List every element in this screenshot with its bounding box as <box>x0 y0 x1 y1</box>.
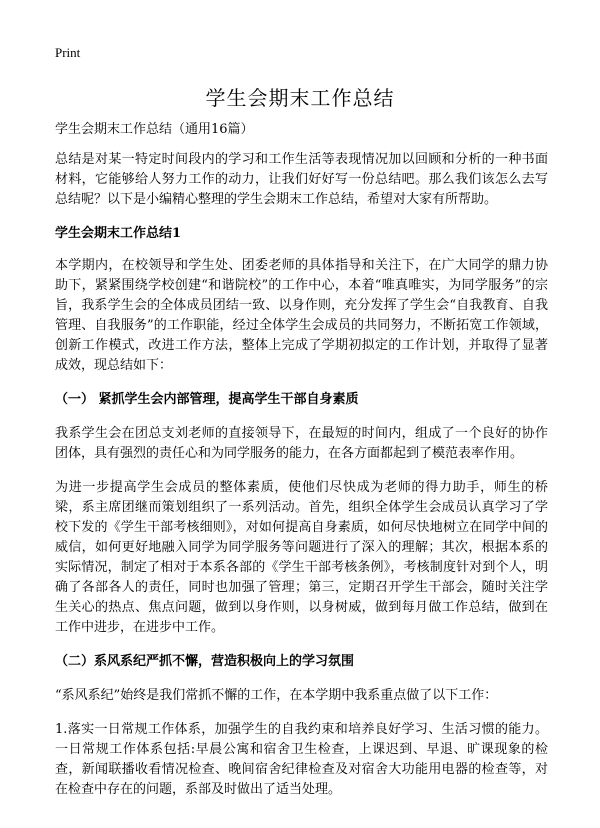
subsection2-paragraph-2: 1.落实一日常规工作体系，加强学生的自我约束和培养良好学习、生活习惯的能力。一日常规工作体系包括:早晨公寓和宿舍卫生检查，上课迟到、早退、旷课现象的检查，新闻联播收看情况检查、晚间宿舍纪律检查及对宿舍大功能用电器的检查等，对在检查中存在的问题，系部及时做出了适当处理。 <box>55 722 548 797</box>
subsection2-paragraph-1: “系风系纪”始终是我们常抓不懈的工作，在本学期中我系重点做了以下工作： <box>55 688 498 703</box>
print-link[interactable]: Print <box>55 45 81 60</box>
section-heading-1: 学生会期末工作总结1 <box>55 226 182 241</box>
subsection1-paragraph-1: 我系学生会在团总支刘老师的直接领导下，在最短的时间内，组成了一个良好的协作团体，具有强烈的责任心和为同学服务的能力，在各方面都起到了模范表率作用。 <box>55 426 548 461</box>
subsection1-paragraph-2: 为进一步提高学生会成员的整体素质，使他们尽快成为老师的得力助手，师生的桥梁，系主席团继而策划组织了一系列活动。首先，组织全体学生会成员认真学习了学校下发的《学生干部考核细则》，对如何提高自身素质，如何尽快地树立在同学中间的威信，如何更好地融入同学为同学服务等问题进行了深入的理解；其次，根据本系的实际情况，制定了相对于本系各部的《学生干部考核条例》，考核制度针对到个人，明确了各部各人的责任，同时也加强了管理；第三，定期召开学生干部会，随时关注学生关心的热点、焦点问题，做到以身作则，以身树威，做到每月做工作总结，做到在工作中进步，在进步中工作。 <box>55 480 548 635</box>
section1-paragraph-1: 本学期内，在校领导和学生处、团委老师的具体指导和关注下，在广大同学的鼎力协助下，紧紧围绕学校创建“和谐院校”的工作中心，本着“唯真唯实，为同学服务”的宗旨，我系学生会的全体成员团结一致、以身作则，充分发挥了学生会“自我教育、自我管理、自我服务”的工作职能，经过全体学生会成员的共同努力，不断拓宽工作领域，创新工作模式，改进工作方法，整体上完成了学期初拟定的工作计划，并取得了显著成效，现总结如下： <box>55 258 548 373</box>
intro-paragraph: 总结是对某一特定时间段内的学习和工作生活等表现情况加以回顾和分析的一种书面材料，它能够给人努力工作的动力，让我们好好写一份总结吧。那么我们该怎么去写总结呢？以下是小编精心整理的学生会期末工作总结，希望对大家有所帮助。 <box>55 152 548 207</box>
document-subtitle: 学生会期末工作总结（通用16篇） <box>55 122 254 137</box>
subsection-heading-2: （二）系风系纪严抓不懈，营造积极向上的学习氛围 <box>55 654 355 669</box>
document-body <box>55 120 548 814</box>
page-title: 学生会期末工作总结 <box>205 86 395 110</box>
subsection-heading-1: （一） 紧抓学生会内部管理，提高学生干部自身素质 <box>55 392 359 407</box>
